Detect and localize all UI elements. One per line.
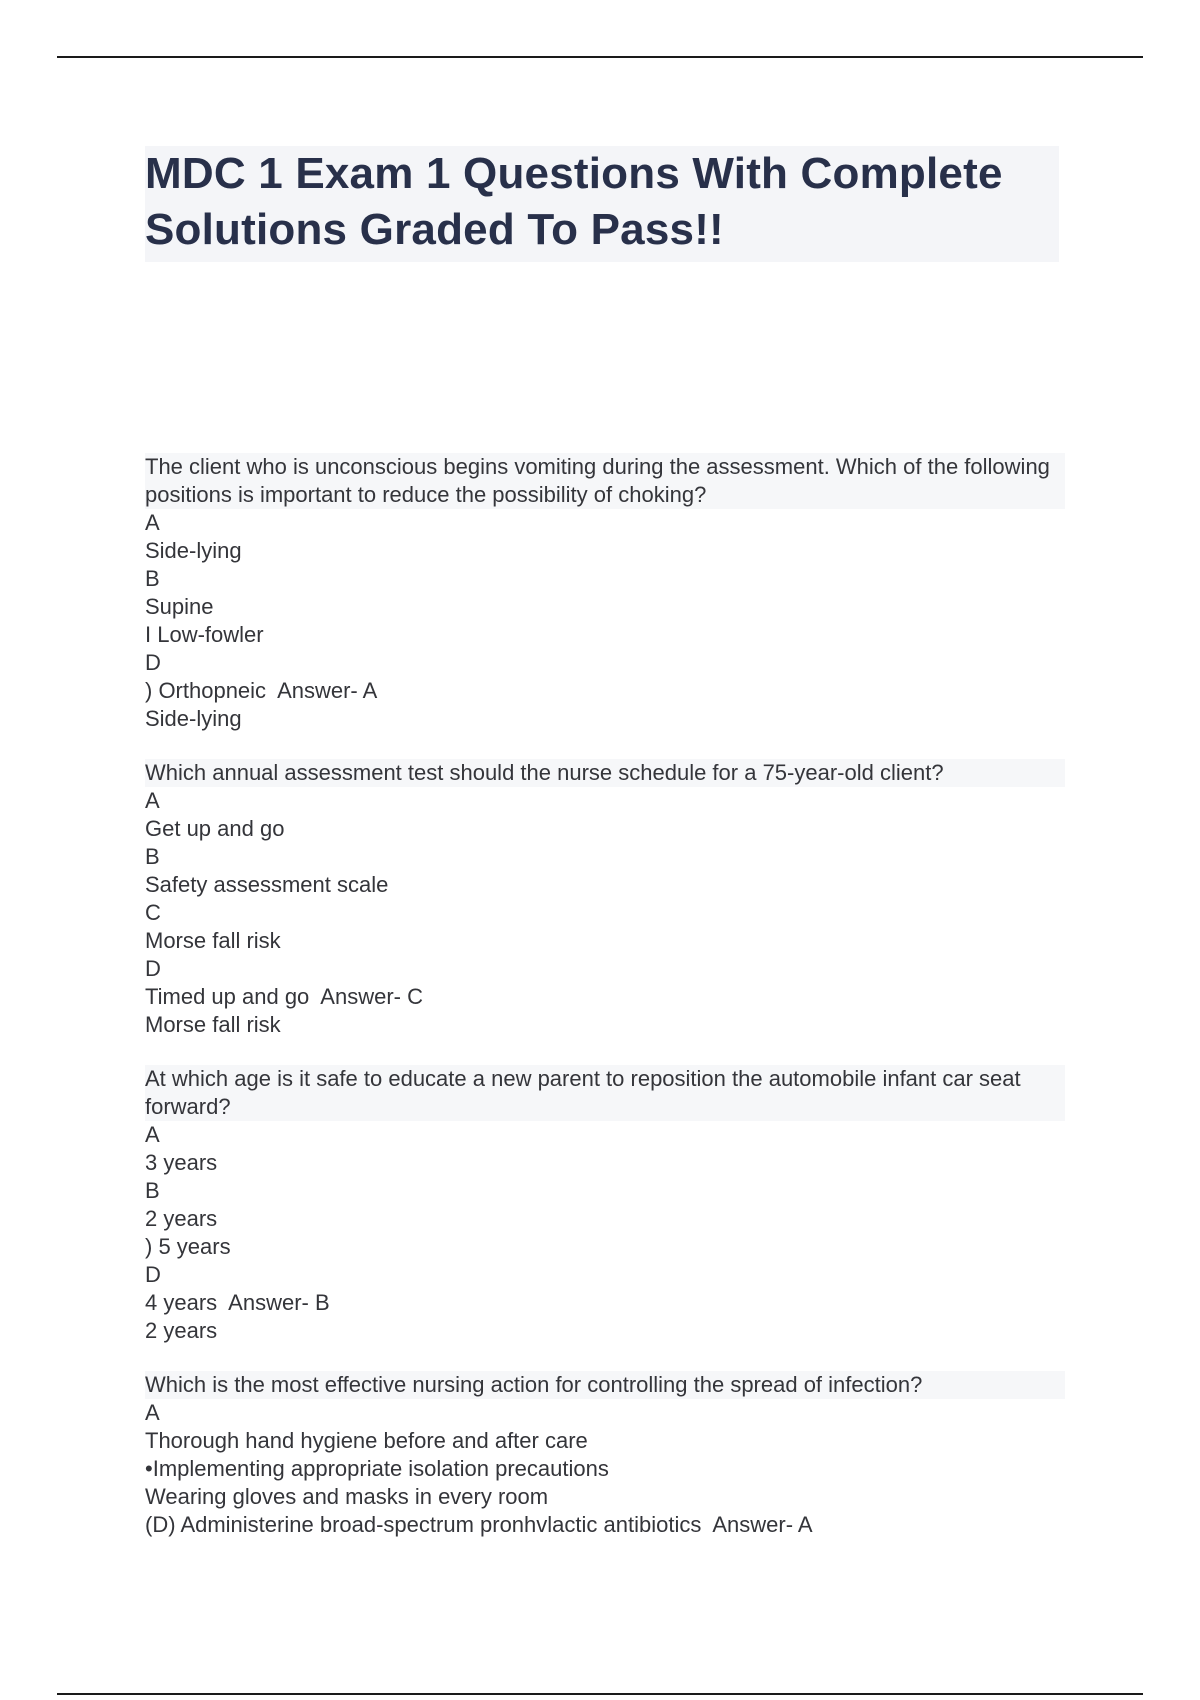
option-text: Side-lying (145, 538, 242, 563)
option-letter: C (145, 900, 161, 925)
answer-text: 2 years (145, 1318, 218, 1343)
question-list (145, 453, 1065, 1565)
question-text: Which annual assessment test should the nurse schedule for a 75-year-old client? (145, 759, 1065, 787)
question-text: Which is the most effective nursing action for controlling the spread of infection? (145, 1371, 1065, 1399)
question-text: The client who is unconscious begins vomiting during the assessment. Which of the following positions is important to reduce the possibility of choking? (145, 453, 1065, 509)
document-title: MDC 1 Exam 1 Questions With Complete Solutions Graded To Pass!! (145, 149, 1003, 254)
header-rule (57, 56, 1143, 58)
answer-text: Side-lying (145, 706, 242, 731)
option-letter: A (145, 1122, 160, 1147)
option-letter: D (145, 650, 161, 675)
question-block-2 (145, 759, 1065, 1039)
answer-text: Morse fall risk (145, 1012, 281, 1037)
question-text: At which age is it safe to educate a new parent to reposition the automobile infant car seat forward? (145, 1065, 1065, 1121)
option-text: Morse fall risk (145, 928, 281, 953)
answer-line: ) Orthopneic Answer- A (145, 678, 378, 703)
option-letter: A (145, 788, 160, 813)
question-block-4 (145, 1371, 1065, 1539)
question-block-3 (145, 1065, 1065, 1345)
answer-line: (D) Administerine broad-spectrum pronhvlactic antibiotics Answer- A (145, 1512, 813, 1537)
question-block-1 (145, 453, 1065, 733)
option-letter: A (145, 1400, 160, 1425)
option-letter: A (145, 510, 160, 535)
title-block (145, 146, 1059, 262)
option-letter: B (145, 1178, 160, 1203)
option-text: Get up and go (145, 816, 285, 841)
option-letter: D (145, 1262, 161, 1287)
option-text: I Low-fowler (145, 622, 264, 647)
option-text: •Implementing appropriate isolation precautions (145, 1456, 609, 1481)
answer-line: Timed up and go Answer- C (145, 984, 423, 1009)
option-text: ) 5 years (145, 1234, 231, 1259)
footer-rule (57, 1693, 1143, 1695)
answer-line: 4 years Answer- B (145, 1290, 330, 1315)
option-letter: B (145, 844, 160, 869)
option-text: 2 years (145, 1206, 218, 1231)
option-text: 3 years (145, 1150, 218, 1175)
option-text: Thorough hand hygiene before and after care (145, 1428, 588, 1453)
option-text: Supine (145, 594, 214, 619)
option-letter: D (145, 956, 161, 981)
option-letter: B (145, 566, 160, 591)
option-text: Wearing gloves and masks in every room (145, 1484, 549, 1509)
option-text: Safety assessment scale (145, 872, 389, 897)
